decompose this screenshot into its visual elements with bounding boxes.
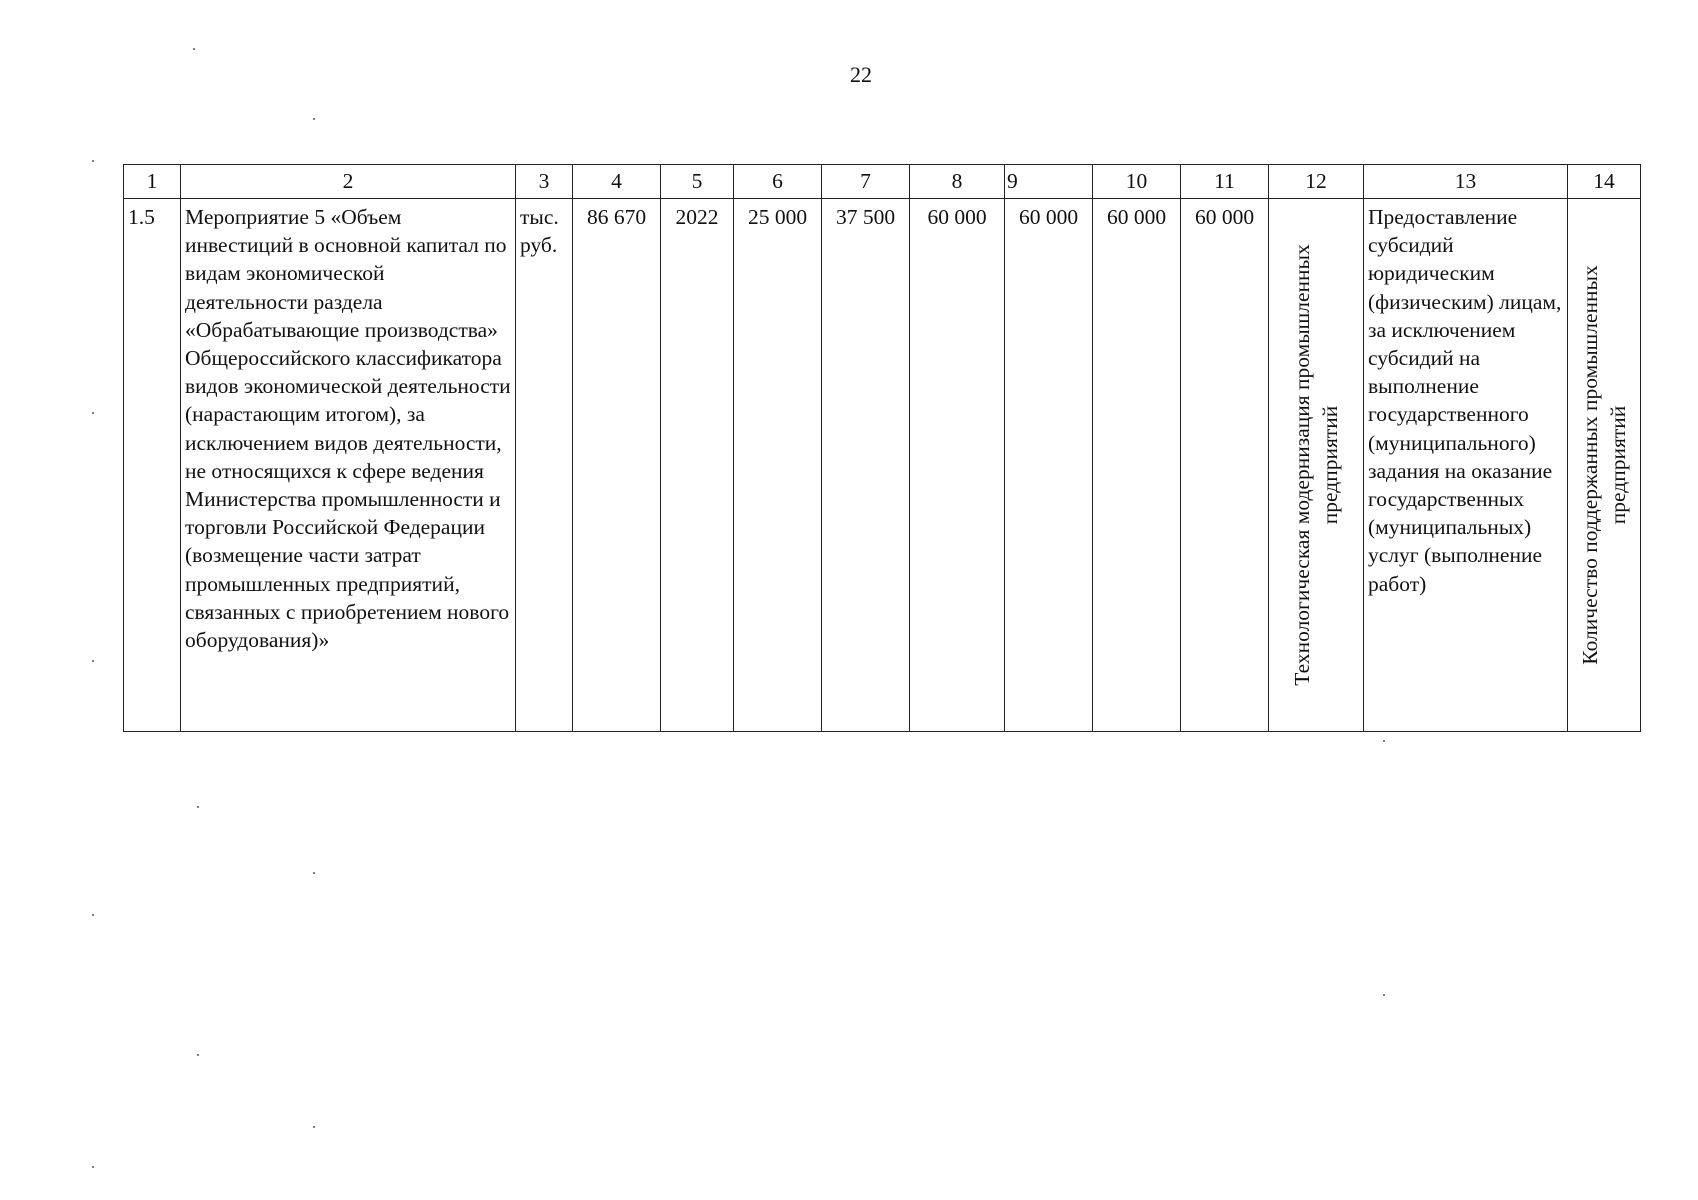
scan-speck [193, 48, 195, 50]
header-cell-10: 10 [1093, 165, 1181, 199]
row-name: Мероприятие 5 «Объем инвестиций в основной капитал по видам экономической деятельности раздела «Обрабатывающие производства» Общероссийского классификатора видов экономической деятельности (нарастающим итогом), за исключением видов деятельности, не относящихся к сфере ведения Министерства промышленности и торговли Российской Федерации (возмещение части затрат промышленных предприятий, связанных с приобретением нового оборудования)» [181, 199, 516, 732]
header-cell-6: 6 [734, 165, 822, 199]
scan-speck [197, 806, 199, 808]
row-unit: тыс. руб. [516, 199, 573, 732]
row-direction-cell [1269, 199, 1364, 732]
row-direction: Технологическая модернизация промышленных предприятий [1290, 244, 1342, 686]
row-total: 86 670 [573, 199, 661, 732]
header-cell-2: 2 [181, 165, 516, 199]
header-cell-1: 1 [124, 165, 181, 199]
header-cell-4: 4 [573, 165, 661, 199]
table-row [124, 199, 1641, 732]
row-value-11: 60 000 [1181, 199, 1269, 732]
scan-speck [313, 872, 315, 874]
scan-speck [313, 1126, 315, 1128]
row-indicator: Количество поддержанных промышленных предприятий [1578, 265, 1630, 665]
header-cell-3: 3 [516, 165, 573, 199]
row-value-10: 60 000 [1093, 199, 1181, 732]
row-value-7: 37 500 [822, 199, 910, 732]
row-support-type: Предоставление субсидий юридическим (физическим) лицам, за исключением субсидий на выполнение государственного (муниципального) задания на оказание государственных (муниципальных) услуг (выполнение работ) [1364, 199, 1568, 732]
row-year: 2022 [661, 199, 734, 732]
scan-speck [92, 412, 94, 414]
header-cell-14: 14 [1568, 165, 1641, 199]
scan-speck [1383, 740, 1385, 742]
row-value-8: 60 000 [910, 199, 1005, 732]
header-cell-13: 13 [1364, 165, 1568, 199]
header-cell-12: 12 [1269, 165, 1364, 199]
scan-speck [1383, 994, 1385, 996]
header-cell-7: 7 [822, 165, 910, 199]
header-cell-5: 5 [661, 165, 734, 199]
row-value-6: 25 000 [734, 199, 822, 732]
row-indicator-cell [1568, 199, 1641, 732]
header-cell-8: 8 [910, 165, 1005, 199]
row-value-9: 60 000 [1005, 199, 1093, 732]
page-number: 22 [850, 62, 872, 87]
scan-speck [92, 1166, 94, 1168]
header-cell-9: 9 [1005, 165, 1093, 199]
program-table [123, 164, 1641, 732]
scan-speck [92, 160, 94, 162]
scan-speck [197, 1054, 199, 1056]
scan-speck [92, 660, 94, 662]
table-header-row [124, 165, 1641, 199]
row-code: 1.5 [124, 199, 181, 732]
scan-speck [313, 118, 315, 120]
header-cell-11: 11 [1181, 165, 1269, 199]
scan-speck [92, 914, 94, 916]
